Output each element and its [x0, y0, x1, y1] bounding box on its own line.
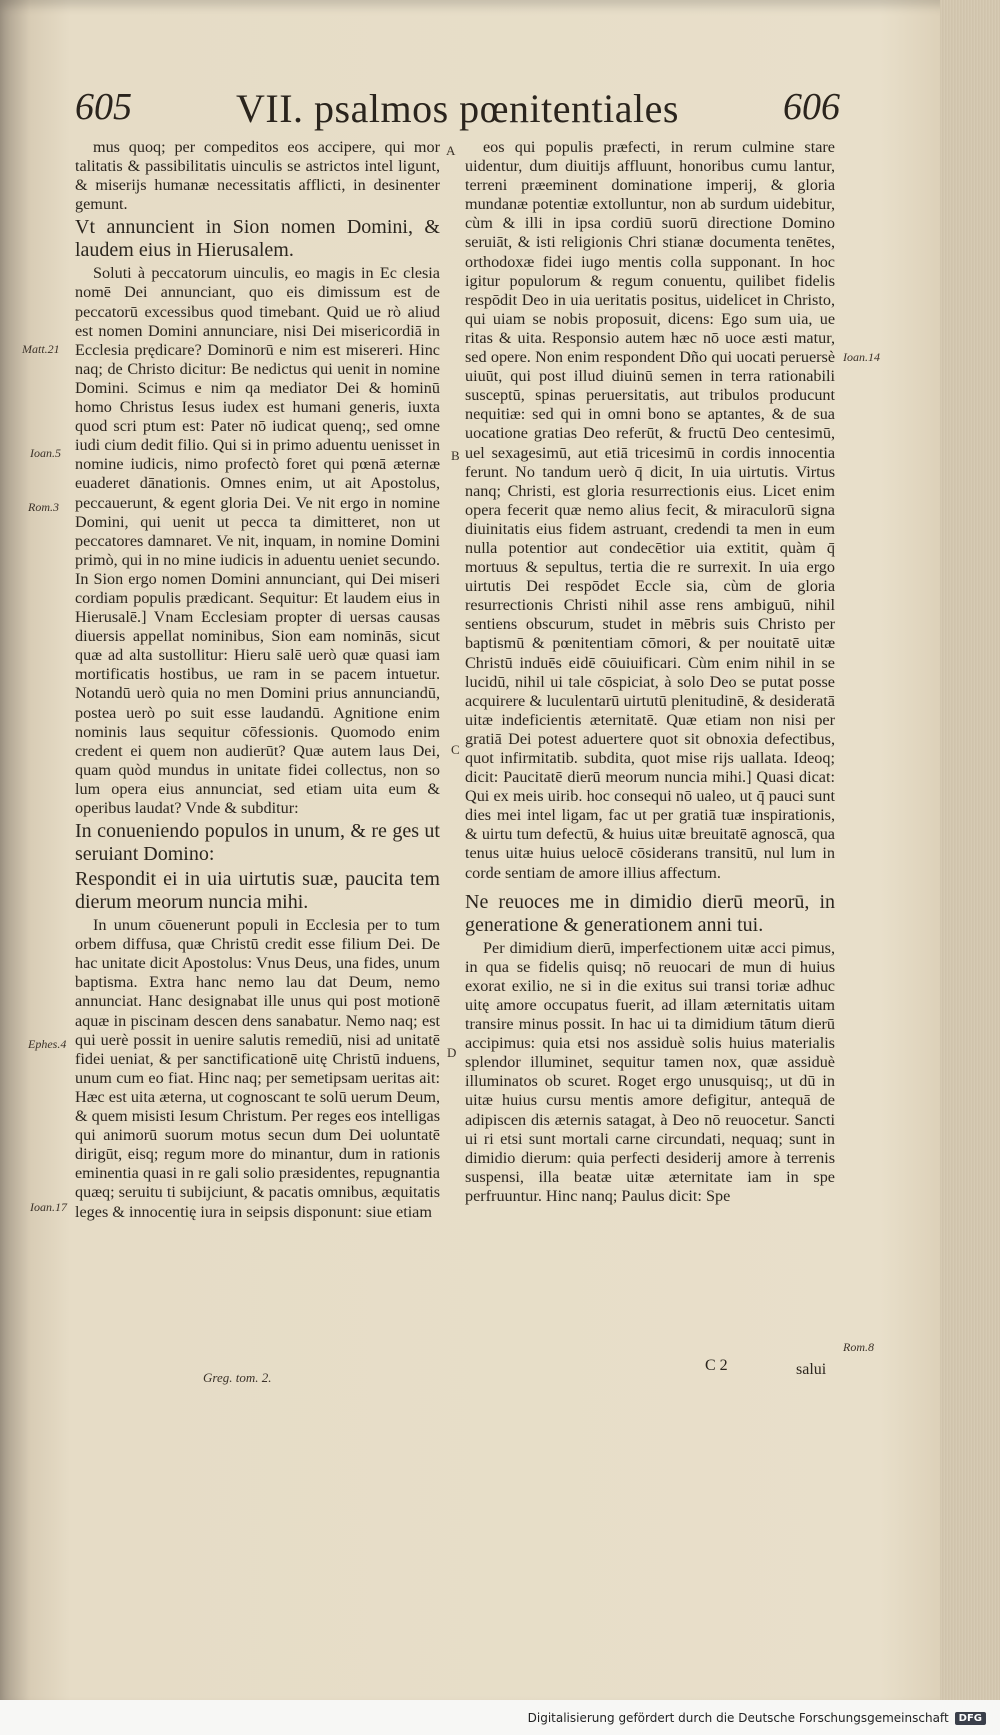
commentary-paragraph: Per dimidium dierū, imperfectionem uitæ acci pimus, in qua se fidelis quisq; nō reuocari de mun di huius exorat exilio, ne si in die exitus sui transi toriæ adhuc uitę amore occupatus fuerit, ad illam æternitatis uitam transire minus possit. In hac ui ta dimidium tātum dierū accipimus: quia etsi nos assiduè solis huius materialis splendor illuminet, sequitur tamen nox, quæ assiduè illuminatos ob scuret. Roget ergo unusquisq;, ut dū in uitæ huius cursu mentis amore defigitur, antequā de adipiscen dis æternis satagat, à Deo nō reuocetur. Sancti ui ri etsi sunt mortali carne circundati, nequaq; sunt in dimidio dierum: quia perfecti desiderij amore à terrenis suspensi, illa beatæ uitæ æternitate iam in spe perfruuntur. Hinc nanq; Paulus dicit: Spe [465, 938, 835, 1205]
catchword: salui [796, 1361, 827, 1378]
psalm-verse: Respondit ei in uia uirtutis suæ, paucita tem dierum meorum nuncia mihi. [75, 868, 440, 914]
running-title: VII. psalmos pœnitentiales [236, 86, 679, 131]
psalm-verse: Ne reuoces me in dimidio dierū meorū, in generatione & generationem anni tui. [465, 890, 835, 936]
page-number-right: 606 [783, 86, 840, 128]
signature-mark: C 2 [705, 1357, 728, 1374]
psalm-verse: In conueniendo populos in unum, & re ges ut seruiant Domino: [75, 820, 440, 866]
margin-note-ioan17: Ioan.17 [30, 1200, 67, 1214]
section-marker-d: D [447, 1045, 457, 1060]
page-stack-edge [940, 0, 1000, 1700]
commentary-paragraph: mus quoq; per compeditos eos accipere, qui mor talitatis & passibilitatis uinculis se astrictos intel ligunt, & miserijs humanæ necessitatis afflicti, in desinenter gemunt. [75, 138, 440, 214]
page-number-left: 605 [75, 86, 132, 128]
psalm-verse: Vt annuncient in Sion nomen Domini, & laudem eius in Hierusalem. [75, 216, 440, 262]
dfg-logo: DFG [955, 1712, 986, 1725]
margin-note-ephes: Ephes.4 [28, 1037, 67, 1051]
commentary-paragraph: In unum cōuenerunt populi in Ecclesia per to tum orbem diffusa, quæ Christū credit esse filium Dei. De hac unitate dicit Apostolus: Vnus Deus, una fides, unum baptisma. Extra hanc nemo lau dat Deum, nemo annunciat. Hanc designabat ille unus qui post motionē aquæ in piscinam descen dens sanabatur. Nemo naq; est qui uerè possit in uenire salutis remediū, nisi ad unitatē fidei ueniat, & per sanctificationē uitę Christū induens, unum cum eo fiat. Hinc naq; per semetipsam ueritas ait: Hæc est uita æterna, ut cognoscant te solū uerum Deum, & quem misisti Iesum Christum. Per reges eos intelligas qui animorū suorum motus secun dum Dei uoluntatē dirigūt, eisq; regum more do minantur, dum in rationis eminentia quasi in re gali solio præsidentes, repugnantia quæq; seruitu ti subijciunt, & pacatis omnibus, æquitatis leges & innocentię iura in seipsis disponunt: siue etiam [75, 916, 440, 1221]
page-header [70, 85, 845, 135]
margin-note-matt: Matt.21 [22, 342, 60, 356]
digitization-credit [528, 1711, 986, 1725]
section-marker-b: B [451, 448, 460, 463]
commentary-paragraph: eos qui populis præfecti, in rerum culmine stare uidentur, dum diuitijs affluunt, honoribus cumu lantur, terreni præeminent dominatione imperij, & gloria mundanæ potentiæ extolluntur, non ab surdum uidebitur, cùm & illi in ipsa cordiū suorū directione Domino seruiāt, & isti religionis Chri stianæ documenta tenētes, orthodoxæ fidei iugo mentis colla supponant. In hoc igitur populorum & regum conuentu, quilibet fidelis respōdit Deo in uia ueritatis positus, uidelicet in Christo, qui uiam se nobis proposuit, dicens: Ego sum uia, ue ritas & uita. Responsio autem hæc nō uoce æsti matur, sed opere. Non enim respondent Dño qui uocati peruersè uiuūt, qui post illud diuinū semen in terra rationabili susceptū, spinas peruersitatis, aut tribulos producunt nequitiæ: sed qui in omni bono se aptantes, & de sua uocatione gratias Deo referūt, & fructū Deo centesimū, uel sexagesimū, aut etiā tricesimū in cordis innocentia ferunt. No tandum uerò q̄ dicit, In uia uirtutis. Virtus nanq; Christi, est gloria resurrectionis eius. Licet enim opera fecerit quæ nemo alius fecit, & miraculorū signa diuinitatis eius fidem astruant, credendi ta men in eum nulla potentior aut condecētior uia extitit, quàm q̄ mortuus & sepultus, tertia die re surrexit. In uia ergo uirtutis Dei respōdet Eccle sia, cùm de gloria resurrectionis Christi nihil asse rens ambiguū, nihil sentiens obscurum, studet in mēbris suis Christo per baptismū & pœnitentiam cōmori, & per nouitatē uitæ Christū induēs eidē cōuiuificari. Cùm enim nihil in se lucidū, nihil ui tale cōspiciat, à solo Deo se putat posse acquirere & luculentarū uirtutū plenitudinē, & desideratā uitæ indeficientis æternitatē. Quæ etiam non nisi per gratiā Dei potest aduertere quot sit obnoxia defectibus, quot infirmitatib. subdita, quot mise rijs uallata. Ideoq; dicit: Paucitatē dierū meorum nuncia mihi.] Quasi dicat: Qui ex meis uirib. hoc consequi nō ualeo, ut q̄ pauci sunt dies mei intel ligam, fac ut per gratiā tuæ inspirationis, & uirtu tum defectū, & huius uitæ breuitatē agnoscā, qua tenus uitæ huius uelocē cōsiderans transitū, nul lum in corde sentiam de amore illius affectum. [465, 138, 835, 882]
footer-volume-note: Greg. tom. 2. [203, 1370, 272, 1385]
left-text-column [75, 138, 440, 1222]
credit-text: Digitalisierung gefördert durch die Deutsche Forschungsgemeinschaft [527, 1711, 949, 1725]
margin-note-rom3: Rom.3 [28, 500, 59, 514]
commentary-paragraph: Soluti à peccatorum uinculis, eo magis in Ec clesia nomē Dei annunciant, quo eis dimissum est de peccatorū excessibus quod timebant. Quid ue rò aliud est nomen Domini annunciare, nisi Dei misericordiā in Ecclesia prędicare? Dominorū e nim est misereri. Hinc naq; de Christo dicitur: Be nedictus qui uenit in nomine Domini. Scimus e nim qa mediator Dei & hominū homo Christus Iesus iudex est humani generis, iuxta quod scri ptum est: Pater nō iudicat quenq;, sed omne iudi cium dedit filio. Qui si in primo aduentu uenisset in nomine iudicis, nimo profectò foret qui pœnā æternæ euaderet dānationis. Omnes enim, ut ait Apostolus, peccauerunt, & egent gloria Dei. Ve nit ergo in nomine Domini, qui uenit ut pecca ta dimitteret, non ut peccatores damnaret. Ve nit, inquam, in nomine Domini primò, qui in no mine iudicis in aduentu ueniet secundo. In Sion ergo nomen Domini annunciant, qui Dei miseri cordiam populis prædicant. Sequitur: Et laudem eius in Hierusalē.] Vnam Ecclesiam propter di uersas causas diuersis appellat nominibus, Sion eam nominās, sicut quæ ad alta sustollitur: Hieru salē uerò quæ quasi iam mortificatis hostibus, ue ram in se pacem intuetur. Notandū uerò quia no men Domini prius annunciandū, postea uerò po suit esse laudandū. Agnitione enim nominis laus sequitur cōfessionis. Quomodo enim credent ei quem non audierūt? Quæ autem laus Dei, quam quòd mundus in unitate fidei collectus, non so lum opera eius annunciat, sed etiam uita eum & operibus laudat? Vnde & subditur: [75, 264, 440, 817]
section-marker-c: C [451, 742, 460, 757]
margin-note-ioan5: Ioan.5 [30, 446, 61, 460]
section-marker-a: A [446, 143, 456, 158]
margin-note-rom8: Rom.8 [843, 1340, 874, 1354]
right-text-column [465, 138, 835, 1206]
margin-note-ioan14: Ioan.14 [843, 350, 880, 364]
